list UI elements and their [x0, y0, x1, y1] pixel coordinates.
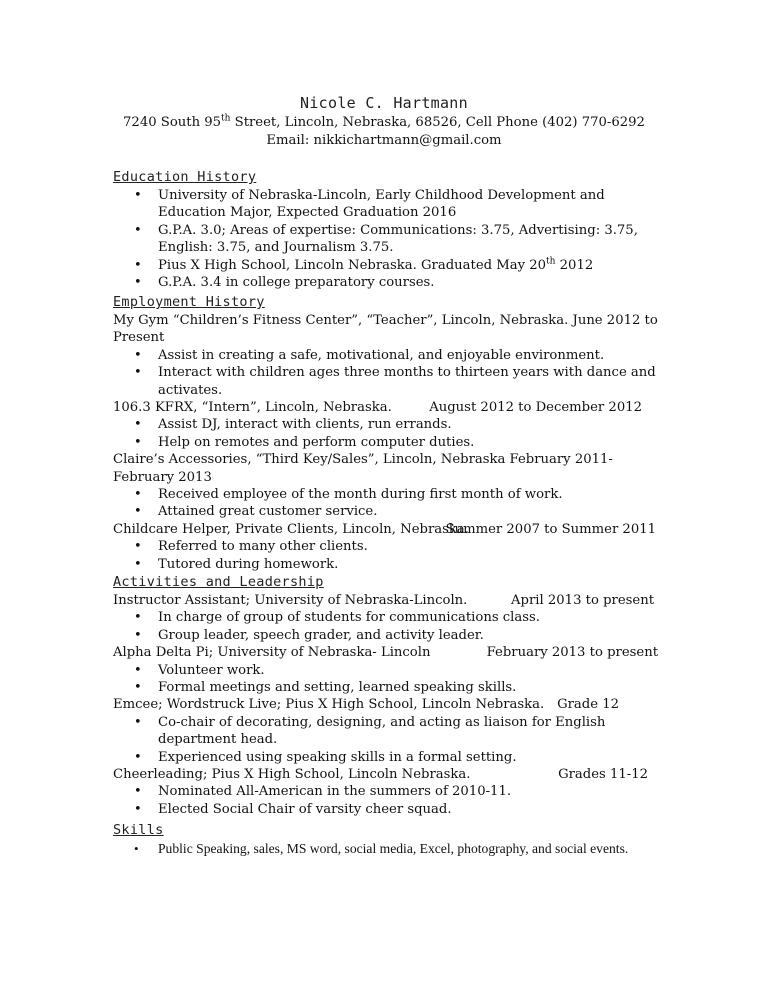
activity-entry: [113, 592, 658, 609]
job-title: Claire’s Accessories, “Third Key/Sales”, Lincoln, Nebraska February 2011-February 2013: [113, 452, 613, 485]
job-entry: [113, 521, 658, 538]
list-item: • Elected Social Chair of varsity cheer squad.: [113, 801, 658, 818]
list-item: • Attained great customer service.: [113, 503, 658, 520]
activity-title: Alpha Delta Pi; University of Nebraska- Lincoln: [113, 645, 431, 661]
job-title: 106.3 KFRX, “Intern”, Lincoln, Nebraska.: [113, 400, 392, 416]
address-line: 7240 South 95th Street, Lincoln, Nebraska, 68526, Cell Phone (402) 770-6292: [123, 113, 645, 130]
activity-title: Emcee; Wordstruck Live; Pius X High School, Lincoln Nebraska.: [113, 697, 545, 713]
list-item: • Help on remotes and perform computer duties.: [113, 434, 658, 451]
activity-title: Cheerleading; Pius X High School, Lincoln Nebraska.: [113, 767, 471, 783]
list-item: • Interact with children ages three months to thirteen years with dance and activates.: [113, 364, 658, 399]
job-entry: [113, 399, 658, 416]
job-date: August 2012 to December 2012: [429, 400, 642, 416]
contact-info: [0, 114, 768, 150]
section-heading-activities: Activities and Leadership: [113, 574, 324, 590]
activity-entry: [113, 644, 658, 661]
list-item: • Public Speaking, sales, MS word, social media, Excel, photography, and social events.: [113, 840, 658, 857]
activity-entry: [113, 696, 658, 713]
activity-title: Instructor Assistant; University of Nebraska-Lincoln.: [113, 593, 468, 608]
section-heading-employment: Employment History: [113, 294, 265, 310]
activity-date: Grades 11-12: [558, 767, 648, 783]
list-item: • Nominated All-American in the summers of 2010-11.: [113, 783, 658, 800]
list-item: • Assist DJ, interact with clients, run errands.: [113, 416, 658, 433]
activity-date: February 2013 to present: [486, 645, 658, 661]
list-item: • Tutored during homework.: [113, 556, 658, 573]
list-item: • Formal meetings and setting, learned speaking skills.: [113, 679, 658, 696]
activity-date: Grade 12: [557, 697, 619, 713]
job-title: Childcare Helper, Private Clients, Lincoln, Nebraska.: [113, 521, 469, 537]
list-item: • Referred to many other clients.: [113, 538, 658, 555]
section-heading-skills: Skills: [113, 822, 164, 838]
activities-section: [113, 572, 658, 818]
list-item: • Pius X High School, Lincoln Nebraska. Graduated May 20th 2012: [113, 257, 658, 274]
activity-date: April 2013 to present: [511, 593, 654, 608]
list-item: • Co-chair of decorating, designing, and acting as liaison for English department head.: [113, 714, 658, 749]
email-line: Email: nikkichartmann@gmail.com: [266, 133, 502, 148]
list-item: • Assist in creating a safe, motivational, and enjoyable environment.: [113, 347, 658, 364]
list-item: • Received employee of the month during first month of work.: [113, 486, 658, 503]
list-item: • Experienced using speaking skills in a formal setting.: [113, 749, 658, 766]
list-item: • University of Nebraska-Lincoln, Early Childhood Development and Education Major, Expected Graduation 2016: [113, 187, 658, 222]
list-item: • G.P.A. 3.4 in college preparatory courses.: [113, 274, 658, 291]
job-date: Summer 2007 to Summer 2011: [445, 521, 656, 537]
skills-section: [113, 820, 658, 857]
activity-entry: [113, 766, 658, 783]
education-section: [113, 167, 658, 291]
section-heading-education: Education History: [113, 169, 257, 185]
list-item: • In charge of group of students for communications class.: [113, 609, 658, 626]
list-item: • Volunteer work.: [113, 662, 658, 679]
employment-section: [113, 292, 658, 573]
job-title: My Gym “Children’s Fitness Center”, “Teacher”, Lincoln, Nebraska. June 2012 to Present: [113, 313, 658, 346]
resume-name: Nicole C. Hartmann: [300, 94, 468, 112]
list-item: • Group leader, speech grader, and activity leader.: [113, 627, 658, 644]
list-item: • G.P.A. 3.0; Areas of expertise: Communications: 3.75, Advertising: 3.75, English: 3.75, and Journalism 3.75.: [113, 222, 658, 257]
